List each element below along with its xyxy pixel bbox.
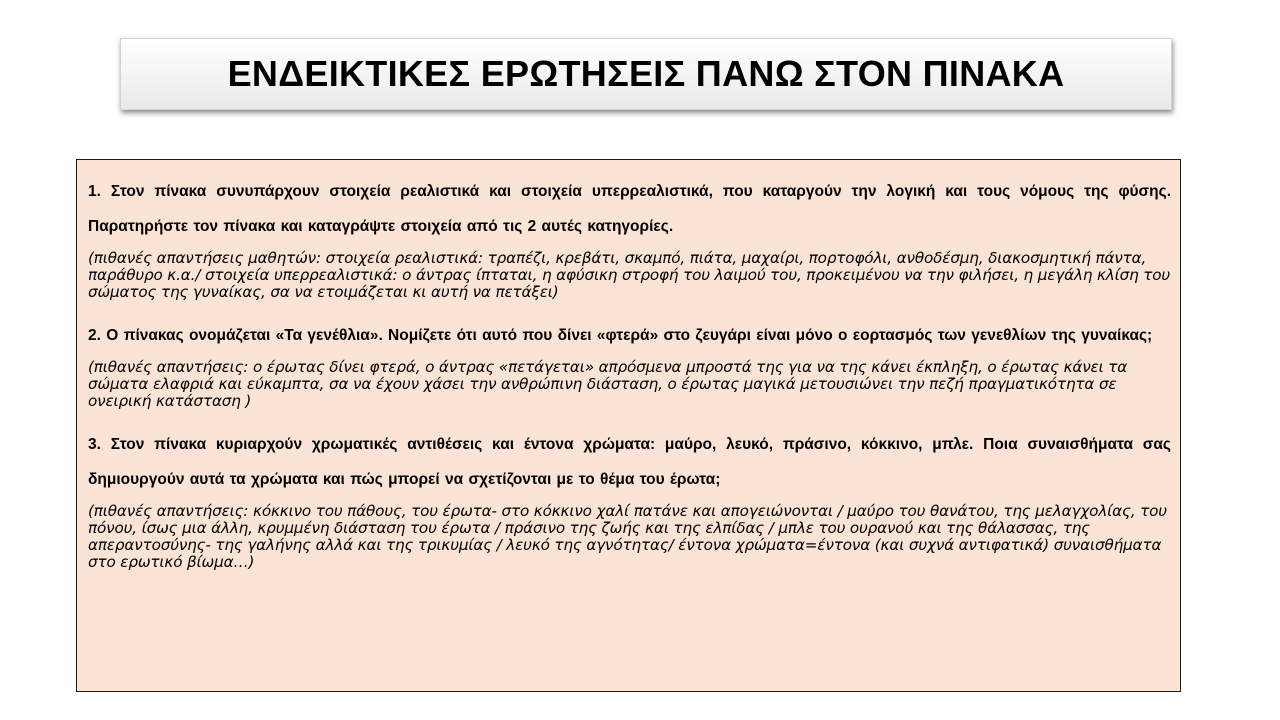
answer-text-2: (πιθανές απαντήσεις: ο έρωτας δίνει φτερά, ο άντρας «πετάγεται» απρόσμενα μπροστά της για να της κάνει έκπληξη, ο έρωτας κάνει τα σώματα ελαφριά και εύκαμπτα, σα να έχουν χάσει την ανθρώπινη διάσταση, ο έρωτας μαγικά μετουσιώνει την πεζή πραγματικότητα σε ονειρική κατάσταση ) bbox=[88, 358, 1128, 410]
slide-title: ΕΝΔΕΙΚΤΙΚΕΣ ΕΡΩΤΗΣΕΙΣ ΠΑΝΩ ΣΤΟΝ ΠΙΝΑΚΑ bbox=[227, 53, 1065, 94]
title-banner bbox=[120, 38, 1172, 110]
question-block-3 bbox=[88, 427, 1171, 571]
question-text-1: 1. Στον πίνακα συνυπάρχουν στοιχεία ρεαλιστικά και στοιχεία υπερρεαλιστικά, που καταργούν την λογική και τους νόμους της φύσης. Παρατηρήστε τον πίνακα και καταγράψτε στοιχεία από τις 2 αυτές κατηγορίες. bbox=[88, 183, 1171, 235]
question-text-2: 2. Ο πίνακας ονομάζεται «Τα γενέθλια». Νομίζετε ότι αυτό που δίνει «φτερά» στο ζευγάρι είναι μόνο ο εορτασμός των γενεθλίων της γυναίκας; bbox=[88, 327, 1153, 344]
question-text-3: 3. Στον πίνακα κυριαρχούν χρωματικές αντιθέσεις και έντονα χρώματα: μαύρο, λευκό, πράσινο, κόκκινο, μπλε. Ποια συναισθήματα σας δημιουργούν αυτά τα χρώματα και πώς μπορεί να σχετίζονται με το θέμα του έρωτα; bbox=[88, 436, 1171, 488]
question-block-1 bbox=[88, 174, 1171, 301]
questions-panel bbox=[76, 159, 1181, 692]
question-block-2 bbox=[88, 318, 1171, 410]
answer-text-3: (πιθανές απαντήσεις: κόκκινο του πάθους, του έρωτα- στο κόκκινο χαλί πατάνε και απογειώνονται / μαύρο του θανάτου, της μελαγχολίας, του πόνου, ίσως μια άλλη, κρυμμένη διάσταση του έρωτα / πράσινο της ζωής και της ελπίδας / μπλε του ουρανού και της θάλασσας, της απεραντοσύνης- της γαλήνης αλλά και της τρικυμίας / λευκό της αγνότητας/ έντονα χρώματα=έντονα (και συχνά αντιφατικά) συναισθήματα στο ερωτικό βίωμα…) bbox=[88, 502, 1167, 571]
answer-text-1: (πιθανές απαντήσεις μαθητών: στοιχεία ρεαλιστικά: τραπέζι, κρεβάτι, σκαμπό, πιάτα, μαχαίρι, πορτοφόλι, ανθοδέσμη, διακοσμητική πάντα, παράθυρο κ.α./ στοιχεία υπερρεαλιστικά: ο άντρας ίπταται, η αφύσικη στροφή του λαιμού του, προκειμένου να την φιλήσει, η μεγάλη κλίση του σώματος της γυναίκας, σα να ετοιμάζεται κι αυτή να πετάξει) bbox=[88, 249, 1170, 301]
